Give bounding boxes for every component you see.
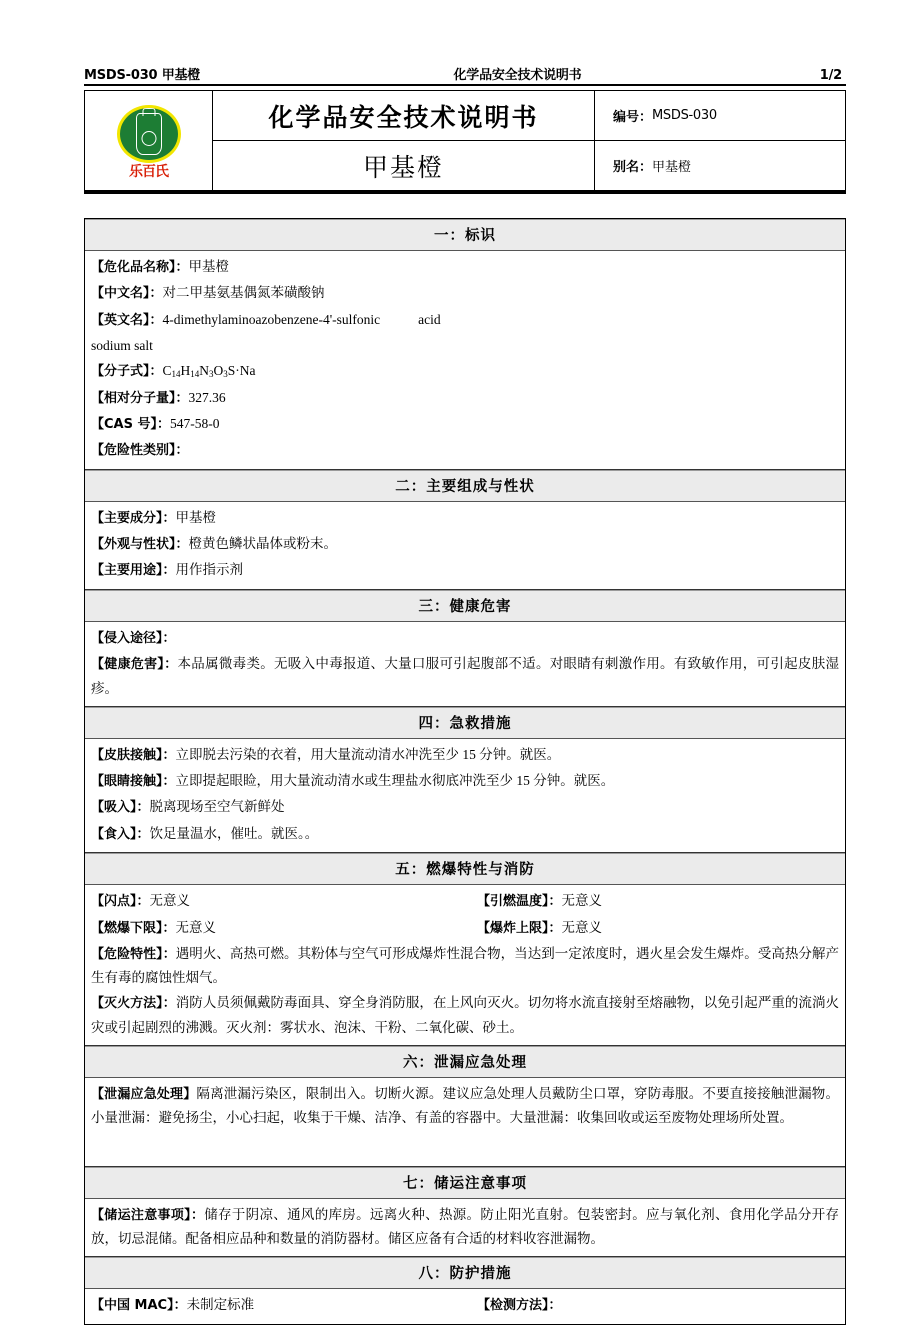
field-storage-transport [91,1202,839,1252]
field-hazard-class [91,437,839,463]
field-flash-point [91,888,477,914]
chinese-name-label: 【中文名】： [91,286,163,302]
field-ignition-temperature [477,888,839,914]
company-logo [85,91,213,190]
section-heading-2: 二：主要组成与性状 [85,470,845,502]
msds-sheet [84,218,846,1325]
bottle-logo-icon [117,105,181,163]
english-name-label: 【英文名】： [91,312,163,328]
section-body-5 [85,885,845,1046]
eye-contact-value: 立即提起眼睑，用大量流动清水或生理盐水彻底冲洗至少 15 分钟。就医。 [175,773,615,789]
ignition-temperature-label: 【引燃温度】： [477,894,562,910]
document-title: 化学品安全技术说明书 [268,102,539,132]
hazard-name-value: 甲基橙 [188,259,230,274]
field-molecular-weight [91,385,839,411]
inhalation-label: 【吸入】： [91,800,150,816]
field-appearance [91,531,839,557]
china-mac-value: 未制定标准 [186,1297,255,1313]
eye-contact-label: 【眼睛接触】： [91,774,176,790]
extinguishing-method-value: 消防人员须佩戴防毒面具、穿全身消防服，在上风向灭火。切勿将水流直接射至熔融物，以免引起严重的流淌火灾或引起剧烈的沸溅。灭火剂：雾状水、泡沫、干粉、二氧化碳、砂土。 [91,995,839,1035]
storage-transport-value: 储存于阴凉、通风的库房。远离火种、热源。防止阳光直射。包装密封。应与氧化剂、食用化学品分开存放，切忌混储。配备相应品种和数量的消防器材。储区应备有合适的材料收容泄漏物。 [91,1206,839,1246]
appearance-value: 橙黄色鳞状晶体或粉末。 [188,536,338,552]
header-doc-title: 化学品安全技术说明书 [453,68,582,83]
hazard-name-label: 【危化品名称】： [91,260,189,275]
field-main-use [91,557,839,583]
field-english-name-line2 [91,333,839,358]
uel-value: 无意义 [561,919,603,935]
ingestion-label: 【食入】： [91,826,150,842]
logo-wordmark: 乐百氏 [129,163,168,180]
skin-contact-value: 立即脱去污染的衣着，用大量流动清水冲洗至少 15 分钟。就医。 [175,746,561,762]
field-molecular-formula [91,358,839,384]
english-name-value-part2: acid [418,311,441,327]
alias-label: 别名： [613,160,653,175]
section-body-4 [85,739,845,853]
section-body-8 [85,1289,845,1323]
section-heading-1: 一：标识 [85,219,845,251]
field-cas-number [91,411,839,437]
uel-label: 【爆炸上限】： [477,920,562,936]
product-name: 甲基橙 [362,154,444,182]
field-invasion-route [91,625,839,651]
document-title-cell [213,91,595,140]
section-body-7 [85,1199,845,1258]
hazard-characteristics-label: 【危险特性】： [91,946,176,962]
invasion-route-label: 【侵入途径】： [91,630,176,646]
field-inhalation [91,794,839,820]
section-heading-7: 七：储运注意事项 [85,1167,845,1199]
lel-value: 无意义 [175,919,217,935]
china-mac-label: 【中国 MAC】： [91,1298,187,1314]
section-heading-6: 六：泄漏应急处理 [85,1046,845,1078]
main-use-value: 用作指示剂 [175,562,244,578]
section-heading-3: 三：健康危害 [85,590,845,622]
formula-value: $C_{14}H_{14}N_3O_3S\cdot Na$ [162,363,256,380]
field-upper-explosion-limit [477,915,839,941]
detection-method-label: 【检测方法】： [477,1298,562,1314]
document-number-value: MSDS-030 [652,108,717,123]
section-heading-5: 五：燃爆特性与消防 [85,853,845,885]
document-number-cell [595,91,845,140]
row-mac-method [91,1292,839,1318]
hazard-class-label: 【危险性类别】： [91,443,189,459]
ignition-temperature-value: 无意义 [561,893,603,909]
main-ingredient-value: 甲基橙 [175,509,217,525]
title-block [84,90,846,194]
document-number-label: 编号： [613,110,653,125]
header-page-number: 1/2 [819,68,842,83]
health-hazard-value: 本品属微毒类。无吸入中毒报道、大量口服可引起腹部不适。对眼睛有刺激作用。有致敏作用，可引起皮肤湿疹。 [91,656,839,696]
field-main-ingredient [91,505,839,531]
leak-emergency-label: 【泄漏应急处理】 [91,1087,197,1103]
flash-point-value: 无意义 [149,893,191,909]
row-flash-ignition [91,888,839,914]
section-6-blank-space [91,1131,839,1161]
field-health-hazard [91,651,839,701]
inhalation-value: 脱离现场至空气新鲜处 [149,799,285,815]
field-hazard-characteristics [91,941,839,991]
extinguishing-method-label: 【灭火方法】： [91,996,176,1012]
field-eye-contact [91,768,839,794]
header-doc-code: MSDS-030 甲基橙 [84,68,201,83]
alias-value: 甲基橙 [652,159,692,174]
field-chinese-name [91,280,839,306]
english-name-value-part1: 4-dimethylaminoazobenzene-4'-sulfonic [162,311,381,327]
cas-value: 547-58-0 [170,416,220,432]
leak-emergency-value: 隔离泄漏污染区，限制出入。切断火源。建议应急处理人员戴防尘口罩，穿防毒服。不要直接接触泄漏物。小量泄漏：避免扬尘，小心扫起，收集于干燥、洁净、有盖的容器中。大量泄漏：收集回收或运至废物处理场所处置。 [91,1086,839,1126]
section-body-6 [85,1078,845,1167]
section-heading-4: 四：急救措施 [85,707,845,739]
chinese-name-value: 对二甲基氨基偶氮苯磺酸钠 [162,285,325,301]
field-hazard-name [91,254,839,280]
molecular-weight-value: 327.36 [188,389,226,405]
field-extinguishing-method [91,990,839,1040]
english-name-value-line2: sodium salt [91,338,153,354]
flash-point-label: 【闪点】： [91,894,150,910]
section-body-1 [85,251,845,470]
field-lower-explosion-limit [91,915,477,941]
field-detection-method [477,1292,839,1318]
molecular-weight-label: 【相对分子量】： [91,390,189,406]
running-header [84,62,846,86]
health-hazard-label: 【健康危害】： [91,657,178,673]
skin-contact-label: 【皮肤接触】： [91,747,176,763]
section-heading-8: 八：防护措施 [85,1257,845,1289]
section-body-2 [85,502,845,590]
alias-cell [595,141,845,190]
main-ingredient-label: 【主要成分】： [91,510,176,526]
field-english-name [91,307,839,333]
storage-transport-label: 【储运注意事项】： [91,1207,205,1223]
hazard-characteristics-value: 遇明火、高热可燃。其粉体与空气可形成爆炸性混合物，当达到一定浓度时，遇火星会发生爆炸。受高热分解产生有毒的腐蚀性烟气。 [91,945,839,986]
appearance-label: 【外观与性状】： [91,537,189,553]
field-china-mac [91,1292,477,1318]
row-lel-uel [91,915,839,941]
formula-label: 【分子式】： [91,364,163,380]
field-leak-emergency [91,1081,839,1131]
cas-label: 【CAS 号】： [91,417,170,433]
field-ingestion [91,821,839,847]
main-use-label: 【主要用途】： [91,563,176,579]
lel-label: 【燃爆下限】： [91,920,176,936]
product-name-cell [213,141,595,190]
ingestion-value: 饮足量温水，催吐。就医。。 [149,825,319,841]
section-body-3 [85,622,845,707]
field-skin-contact [91,742,839,768]
